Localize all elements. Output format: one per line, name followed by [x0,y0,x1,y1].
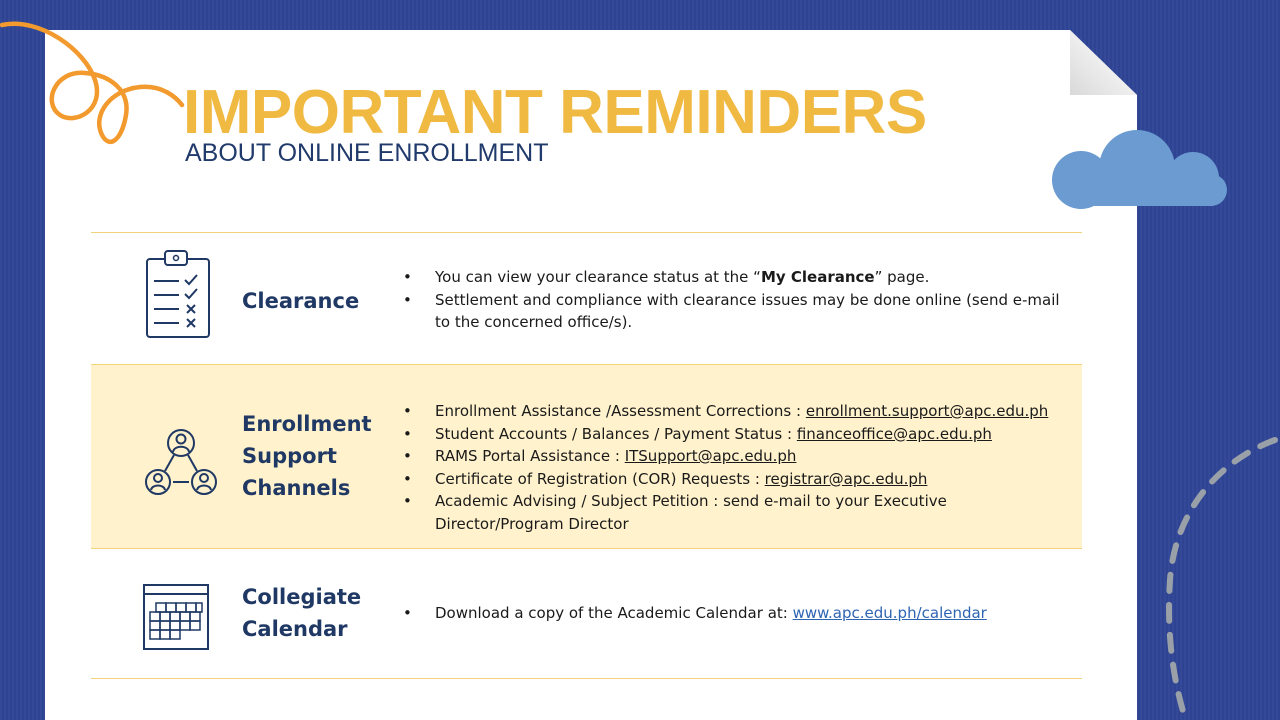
calendar-icon [141,582,211,652]
list-item: • Certificate of Registration (COR) Requests : registrar@apc.edu.ph [403,468,1063,491]
enrollment-support-label: Enrollment Support Channels [242,412,372,500]
page-subtitle: ABOUT ONLINE ENROLLMENT [185,139,549,167]
clearance-row [91,232,1082,365]
list-item: • Academic Advising / Subject Petition : send e-mail to your Executive Director/Program Director [403,490,1063,535]
enrollment-support-row [91,365,1082,549]
enrollment-support-bullets [403,400,1063,535]
finance-office-email-link[interactable]: financeoffice@apc.edu.ph [796,424,992,443]
page-title: IMPORTANT REMINDERS [183,78,927,147]
enrollment-support-email-link[interactable]: enrollment.support@apc.edu.ph [805,402,1049,420]
page-fold-corner [1070,30,1137,95]
collegiate-calendar-label: Collegiate Calendar [242,585,362,641]
support-network-icon [141,427,221,502]
reminders-table [91,232,1082,679]
clearance-bullets [403,266,1063,334]
clearance-label: Clearance [242,289,360,313]
my-clearance-text: My Clearance [760,268,875,286]
list-item: • Student Accounts / Balances / Payment Status : financeoffice@apc.edu.ph [403,423,1063,446]
collegiate-calendar-bullets [403,602,1063,625]
academic-calendar-link[interactable]: www.apc.edu.ph/calendar [792,604,987,622]
dashed-line-decoration [1150,430,1280,720]
registrar-email-link[interactable]: registrar@apc.edu.ph [764,469,928,488]
it-support-email-link[interactable]: ITSupport@apc.edu.ph [624,447,797,465]
clipboard-checklist-icon [141,249,211,339]
list-item: • Enrollment Assistance /Assessment Corrections : enrollment.support@apc.edu.ph [403,400,1063,423]
list-item: • You can view your clearance status at the “My Clearance” page. [403,266,1063,289]
orange-swirl-decoration [0,15,190,155]
list-item: • Download a copy of the Academic Calendar at: www.apc.edu.ph/calendar [403,602,1063,625]
cloud-decoration [1045,130,1230,210]
list-item: • Settlement and compliance with clearance issues may be done online (send e-mail to the concerned office/s). [403,289,1063,334]
collegiate-calendar-row [91,549,1082,679]
list-item: • RAMS Portal Assistance : ITSupport@apc.edu.ph [403,445,1063,468]
